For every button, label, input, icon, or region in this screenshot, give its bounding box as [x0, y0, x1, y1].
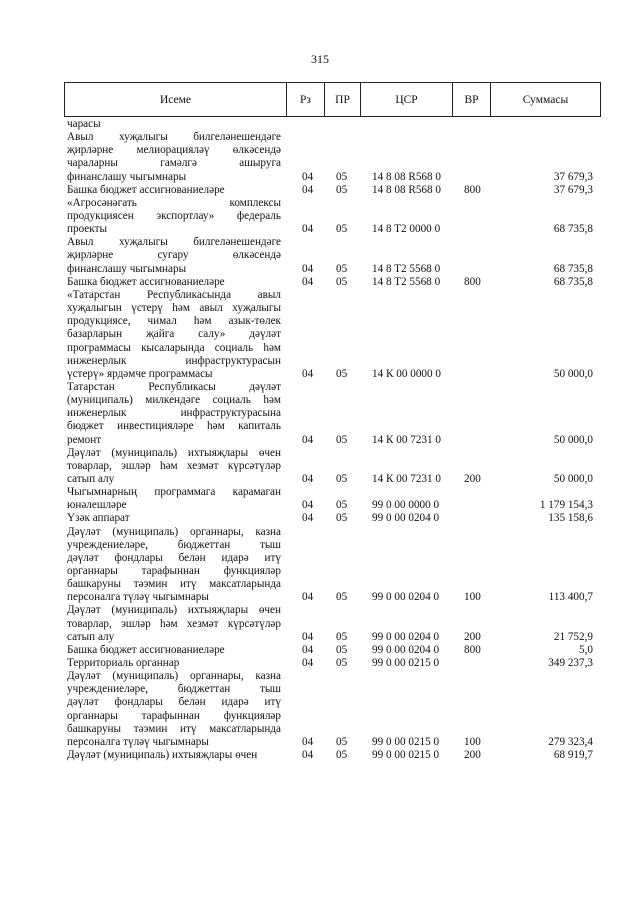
row-rz: 04 [302, 275, 314, 288]
row-csr: 14 8 08 R568 0 [372, 170, 441, 183]
row-rz: 04 [302, 512, 314, 525]
row-name [67, 197, 281, 236]
row-name-line: җирләрне сугару өлкәсендә [67, 249, 281, 262]
row-pr: 05 [336, 183, 348, 196]
row-csr: 14 8 T2 5568 0 [372, 275, 441, 288]
row-vr: 200 [464, 472, 481, 485]
row-name-line: инженерлык инфраструктурасын [67, 354, 281, 367]
row-name-line: дәүләт фондлары белән идарә итү [67, 696, 281, 709]
row-csr: 99 0 00 0204 0 [372, 512, 440, 525]
row-name-line: учреждениеләре, бюджеттан тыш [67, 538, 281, 551]
row-name [67, 236, 281, 275]
row-pr: 05 [336, 630, 348, 643]
table-row [0, 512, 640, 525]
row-name-line: башкаруны тәэмин итү максатларында [67, 722, 281, 735]
row-name-line: учреждениеләре, бюджеттан тыш [67, 683, 281, 696]
row-name-line: продукциясе, чимал һәм азык-төлек [67, 315, 281, 328]
row-pr: 05 [336, 735, 348, 748]
table-body [0, 118, 640, 762]
row-pr: 05 [336, 262, 348, 275]
row-vr: 100 [464, 591, 481, 604]
table-row [0, 644, 640, 657]
row-pr: 05 [336, 170, 348, 183]
row-pr: 05 [336, 512, 348, 525]
row-name-line: сатып алу [67, 473, 115, 485]
row-name-line: Башка бюджет ассигнованиеләре [67, 183, 225, 196]
row-sum: 68 735,8 [553, 262, 593, 275]
row-vr: 800 [464, 183, 481, 196]
row-name-line: персоналга түләү чыгымнары [67, 735, 209, 748]
row-name-line: чарасы [67, 118, 101, 130]
row-name-line: Дәүләт (муниципаль) органнары, казна [67, 525, 281, 538]
row-name-line: бюджет инвестицияләре һәм капиталь [67, 420, 281, 433]
row-pr: 05 [336, 275, 348, 288]
row-sum: 37 679,3 [553, 183, 593, 196]
row-name-line: Дәүләт (муниципаль) ихтыяҗлары өчен [67, 604, 281, 617]
header-sum: Суммасы [491, 83, 601, 117]
table-row [0, 381, 640, 447]
row-name-line: Авыл хуҗалыгы билгеләнешендәге [67, 236, 281, 249]
row-csr: 14 8 08 R568 0 [372, 183, 441, 196]
row-name-line: җирләрне мелиорацияләү өлкәсендә [67, 144, 281, 157]
row-csr: 99 0 00 0215 0 [372, 735, 440, 748]
row-name [67, 381, 281, 447]
row-sum: 279 323,4 [548, 735, 593, 748]
row-vr: 800 [464, 275, 481, 288]
header-pr: ПР [325, 83, 361, 117]
row-csr: 14 8 T2 0000 0 [372, 223, 441, 236]
row-name-line: ремонт [67, 433, 102, 446]
row-rz: 04 [302, 367, 314, 380]
row-csr: 99 0 00 0204 0 [372, 643, 440, 656]
row-vr: 800 [464, 643, 481, 656]
row-name [67, 526, 281, 605]
row-csr: 99 0 00 0204 0 [372, 630, 440, 643]
header-vr: ВР [453, 83, 491, 117]
row-name-line: финанслашу чыгымнары [67, 262, 187, 275]
table-row [0, 289, 640, 381]
row-name [67, 447, 281, 486]
row-name-line: инженерлык инфраструктурасына [67, 407, 281, 420]
row-name-line: Үзәк аппарат [67, 512, 130, 525]
row-sum: 113 400,7 [548, 591, 593, 604]
row-name [67, 486, 281, 512]
row-pr: 05 [336, 591, 348, 604]
row-name-line: финанслашу чыгымнары [67, 170, 187, 183]
row-rz: 04 [302, 657, 314, 670]
row-csr: 99 0 00 0204 0 [372, 591, 440, 604]
row-rz: 04 [302, 591, 314, 604]
row-sum: 50 000,0 [553, 433, 593, 446]
row-name-line: хуҗалыгын үстерү һәм авыл хуҗалыгы [67, 302, 281, 315]
table-row [0, 276, 640, 289]
row-name-line: Территориаль органнар [67, 657, 180, 670]
row-name [67, 131, 281, 184]
row-name-line: (муниципаль) милкендәге социаль һәм [67, 394, 281, 407]
table-row [0, 749, 640, 762]
row-name-line: Татарстан Республикасы дәүләт [67, 380, 281, 393]
row-name-line: Башка бюджет ассигнованиеләре [67, 643, 225, 656]
row-name [67, 276, 281, 289]
row-name [67, 184, 281, 197]
row-name-line: программасы кысаларында социаль һәм [67, 341, 281, 354]
header-name: Исеме [65, 83, 287, 117]
row-pr: 05 [336, 657, 348, 670]
row-rz: 04 [302, 433, 314, 446]
row-sum: 50 000,0 [553, 472, 593, 485]
row-name-line: сатып алу [67, 630, 115, 643]
row-rz: 04 [302, 735, 314, 748]
row-sum: 135 158,6 [548, 512, 593, 525]
row-rz: 04 [302, 499, 314, 512]
row-name-line: «Агросәнәгать комплексы [67, 196, 281, 209]
row-name-line: базарларын җайга салу» дәүләт [67, 328, 281, 341]
row-name [67, 289, 281, 381]
row-csr: 99 0 00 0000 0 [372, 499, 440, 512]
row-pr: 05 [336, 749, 348, 762]
row-name [67, 604, 281, 643]
row-rz: 04 [302, 223, 314, 236]
row-csr: 14 8 T2 5568 0 [372, 262, 441, 275]
row-name-line: Дәүләт (муниципаль) ихтыяҗлары өчен [67, 749, 258, 762]
table-row [0, 486, 640, 512]
row-sum: 68 919,7 [553, 749, 593, 762]
row-sum: 1 179 154,3 [539, 499, 593, 512]
table-row [0, 670, 640, 749]
row-name-line: юнәлешләре [67, 499, 127, 512]
row-name-line: Чыгымнарның программага карамаган [67, 486, 281, 499]
table-row [0, 604, 640, 643]
row-rz: 04 [302, 630, 314, 643]
row-csr: 14 К 00 7231 0 [372, 433, 441, 446]
table-row [0, 526, 640, 605]
row-name-line: үстерү» ярдәмче программасы [67, 367, 213, 380]
row-pr: 05 [336, 223, 348, 236]
row-name-line: Башка бюджет ассигнованиеләре [67, 275, 225, 288]
row-name [67, 118, 281, 131]
row-rz: 04 [302, 183, 314, 196]
table-row [0, 184, 640, 197]
row-sum: 68 735,8 [553, 275, 593, 288]
row-name-line: дәүләт фондлары белән идарә итү [67, 551, 281, 564]
row-pr: 05 [336, 472, 348, 485]
row-rz: 04 [302, 262, 314, 275]
row-name [67, 512, 281, 525]
row-csr: 99 0 00 0215 0 [372, 749, 440, 762]
row-name-line: Дәүләт (муниципаль) органнары, казна [67, 670, 281, 683]
row-rz: 04 [302, 170, 314, 183]
row-name [67, 749, 281, 762]
table-row [0, 657, 640, 670]
header-rz: Рз [287, 83, 325, 117]
row-rz: 04 [302, 472, 314, 485]
row-vr: 200 [464, 749, 481, 762]
row-name-line: чараларны гамәлгә ашыруга [67, 157, 281, 170]
row-pr: 05 [336, 367, 348, 380]
row-sum: 68 735,8 [553, 223, 593, 236]
row-sum: 37 679,3 [553, 170, 593, 183]
row-name-line: органнары тарафыннан функцияләр [67, 565, 281, 578]
table-row [0, 197, 640, 236]
row-sum: 349 237,3 [548, 657, 593, 670]
row-rz: 04 [302, 643, 314, 656]
table-row [0, 131, 640, 184]
row-csr: 99 0 00 0215 0 [372, 657, 440, 670]
row-name-line: персоналга түләү чыгымнары [67, 591, 209, 604]
row-vr: 100 [464, 735, 481, 748]
row-name-line: продукциясен экспортлау» федераль [67, 210, 281, 223]
row-name-line: «Татарстан Республикасында авыл [67, 288, 281, 301]
row-name [67, 644, 281, 657]
row-pr: 05 [336, 499, 348, 512]
row-vr: 200 [464, 630, 481, 643]
table-row [0, 447, 640, 486]
row-rz: 04 [302, 749, 314, 762]
row-csr: 14 К 00 7231 0 [372, 472, 441, 485]
row-sum: 50 000,0 [553, 367, 593, 380]
row-name-line: товарлар, эшләр һәм хезмәт күрсәтүләр [67, 617, 281, 630]
row-name [67, 670, 281, 749]
table-header [64, 82, 601, 117]
row-name-line: органнары тарафыннан функцияләр [67, 709, 281, 722]
row-name-line: Авыл хуҗалыгы билгеләнешендәге [67, 131, 281, 144]
row-name-line: Дәүләт (муниципаль) ихтыяҗлары өчен [67, 446, 281, 459]
header-csr: ЦСР [361, 83, 453, 117]
page-number: 315 [311, 52, 329, 66]
row-name-line: товарлар, эшләр һәм хезмәт күрсәтүләр [67, 459, 281, 472]
row-name [67, 657, 281, 670]
row-pr: 05 [336, 433, 348, 446]
row-name-line: башкаруны тәэмин итү максатларында [67, 578, 281, 591]
row-name-line: проекты [67, 223, 107, 236]
table-row [0, 118, 640, 131]
table-row [0, 236, 640, 275]
row-sum: 5,0 [579, 643, 593, 656]
row-csr: 14 К 00 0000 0 [372, 367, 441, 380]
row-sum: 21 752,9 [553, 630, 593, 643]
row-pr: 05 [336, 643, 348, 656]
